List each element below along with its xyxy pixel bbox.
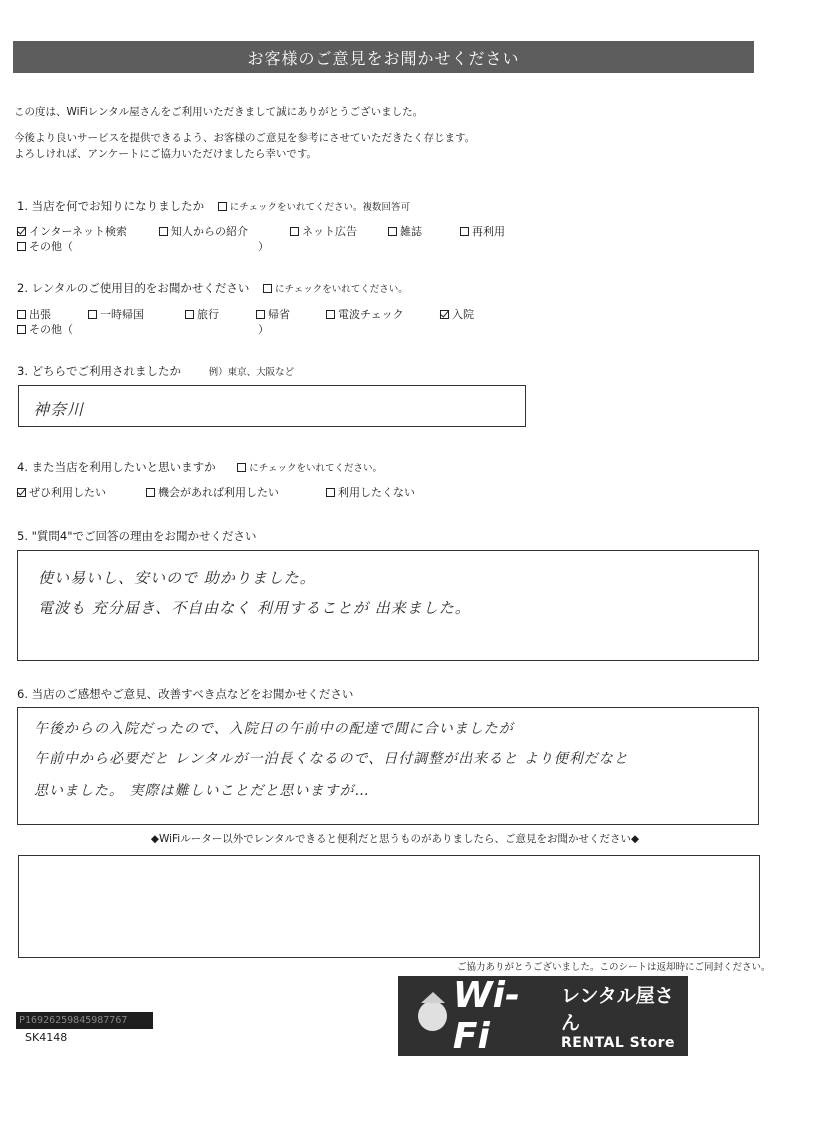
q2-option-3[interactable]: 帰省: [256, 306, 290, 322]
checkbox-icon[interactable]: [17, 310, 26, 319]
q4-note: にチェックをいれてください。: [237, 463, 382, 474]
intro-line-3: よろしければ、アンケートにご協力いただけましたら幸いです。: [14, 148, 318, 160]
q6-answer-line-1: 午後からの入院だったので、入院日の午前中の配達で間に合いましたが: [34, 721, 514, 737]
q2-note: にチェックをいれてください。: [263, 284, 408, 295]
q1-note: にチェックをいれてください。複数回答可: [218, 202, 410, 213]
q3-answer: 神奈川: [33, 400, 85, 419]
q1-other-close: ）: [258, 240, 269, 253]
q1-option-4[interactable]: 再利用: [460, 223, 505, 239]
q6-answer-line-2: 午前中から必要だと レンタルが一泊長くなるので、日付調整が出来ると より便利だなと: [34, 751, 629, 767]
checkbox-icon[interactable]: [146, 488, 155, 497]
brand-logo: [398, 976, 688, 1056]
q2-option-5[interactable]: 入院: [440, 306, 474, 322]
q6-label: 6. 当店のご感想やご意見、改善すべき点などをお聞かせください: [17, 687, 354, 701]
q5-label: 5. "質問4"でご回答の理由をお聞かせください: [17, 529, 257, 543]
q1-option-0[interactable]: インターネット検索: [17, 223, 127, 239]
q1-option-3[interactable]: 雑誌: [388, 223, 422, 239]
q2-question: 2. レンタルのご使用目的をお聞かせください: [17, 281, 250, 295]
q5-answer-box[interactable]: [17, 550, 759, 661]
q1-question: 1. 当店を何でお知りになりましたか: [17, 199, 205, 213]
checkbox-icon[interactable]: [290, 227, 299, 236]
logo-name-ja: レンタル屋さん: [561, 985, 674, 1034]
checkbox-icon[interactable]: [17, 325, 26, 334]
q6-answer-box[interactable]: [17, 707, 759, 825]
barcode-strip: [16, 1012, 153, 1029]
checkbox-checked-icon[interactable]: [440, 310, 449, 319]
logo-wifi-text: Wi-Fi: [452, 975, 520, 1057]
logo-name-en: RENTAL Store: [561, 1035, 675, 1051]
barcode-text: P16926259845987767: [19, 1015, 128, 1026]
q2-label: [17, 280, 408, 296]
q3-note: 例）東京、大阪など: [208, 367, 295, 378]
intro-line-2: 今後より良いサービスを提供できるよう、お客様のご意見を参考にさせていただきたく存じます。: [14, 132, 476, 144]
q4-option-0[interactable]: ぜひ利用したい: [17, 484, 106, 500]
intro-line-1: この度は、WiFiレンタル屋さんをご利用いただきまして誠にありがとうございました。: [14, 106, 424, 118]
q2-option-other[interactable]: その他（: [17, 321, 73, 337]
q1-label: [17, 198, 410, 214]
checkbox-icon[interactable]: [159, 227, 168, 236]
checkbox-icon[interactable]: [185, 310, 194, 319]
checkbox-icon: [218, 202, 227, 211]
checkbox-checked-icon[interactable]: [17, 488, 26, 497]
checkbox-icon[interactable]: [326, 488, 335, 497]
q4-question: 4. また当店を利用したいと思いますか: [17, 460, 216, 474]
checkbox-icon: [263, 284, 272, 293]
footer-thanks: ご協力ありがとうございました。このシートは返却時にご同封ください。: [457, 962, 771, 973]
q5-answer-line-2: 電波も 充分届き、不自由なく 利用することが 出来ました。: [38, 599, 471, 617]
checkbox-icon: [237, 463, 246, 472]
form-title: お客様のご意見をお聞かせください: [247, 48, 520, 68]
q1-option-1[interactable]: 知人からの紹介: [159, 223, 248, 239]
q2-option-2[interactable]: 旅行: [185, 306, 219, 322]
checkbox-icon[interactable]: [460, 227, 469, 236]
q2-option-0[interactable]: 出張: [17, 306, 51, 322]
q5-answer-line-1: 使い易いし、安いので 助かりました。: [38, 569, 316, 587]
q4-option-1[interactable]: 機会があれば利用したい: [146, 484, 279, 500]
checkbox-icon[interactable]: [256, 310, 265, 319]
form-title-bar: [13, 41, 754, 73]
q7-label: ◆WiFiルーター以外でレンタルできると便利だと思うものがありましたら、ご意見をお聞かせください◆: [150, 833, 640, 845]
logo-name: [561, 981, 688, 1051]
q1-option-other[interactable]: その他（: [17, 238, 73, 254]
checkbox-icon[interactable]: [88, 310, 97, 319]
q4-label: [17, 459, 382, 475]
q1-option-2[interactable]: ネット広告: [290, 223, 357, 239]
checkbox-icon[interactable]: [388, 227, 397, 236]
checkbox-icon[interactable]: [326, 310, 335, 319]
sheet-id: SK4148: [25, 1031, 68, 1044]
q7-answer-box[interactable]: [18, 855, 760, 958]
q2-option-4[interactable]: 電波チェック: [326, 306, 404, 322]
q3-answer-box[interactable]: [18, 385, 526, 427]
q3-label: [17, 363, 294, 379]
checkbox-checked-icon[interactable]: [17, 227, 26, 236]
q2-other-close: ）: [258, 323, 269, 336]
crown-mascot-icon: [418, 1001, 447, 1031]
q6-answer-line-3: 思いました。 実際は難しいことだと思いますが…: [34, 783, 370, 799]
q3-question: 3. どちらでご利用されましたか: [17, 364, 182, 378]
q4-option-2[interactable]: 利用したくない: [326, 484, 415, 500]
checkbox-icon[interactable]: [17, 242, 26, 251]
intro-text: [14, 104, 475, 162]
q2-option-1[interactable]: 一時帰国: [88, 306, 144, 322]
